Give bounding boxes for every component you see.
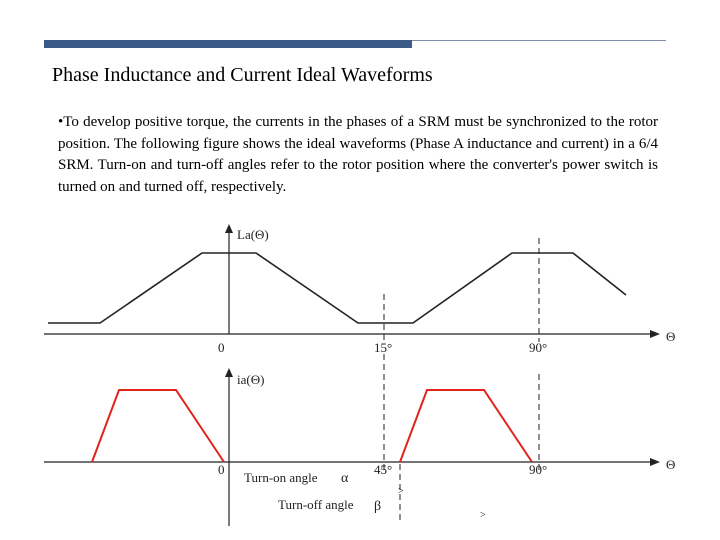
waveform-figure (44, 224, 676, 530)
bottom-tick-90: 90° (529, 462, 548, 477)
top-x-label: Θ (666, 329, 676, 344)
current-pulse-1 (92, 390, 224, 462)
top-tick-15: 15° (374, 340, 393, 355)
slide-title: Phase Inductance and Current Ideal Waveforms (52, 64, 433, 86)
turn-off-label: Turn-off angle (278, 497, 354, 512)
bottom-x-label: Θ (666, 457, 676, 472)
bottom-tick-45: 45° (374, 462, 393, 477)
top-tick-0: 0 (218, 340, 225, 355)
turn-off-marker: > (480, 510, 486, 521)
turn-on-marker: > (398, 486, 404, 497)
waveform-diagram (44, 224, 676, 530)
top-y-label: La(Θ) (237, 227, 269, 242)
bottom-y-label: ia(Θ) (237, 372, 265, 387)
slide-body-text: •To develop positive torque, the currents in the phases of a SRM must be synchronized to the rotor position. The following figure shows the ideal waveforms (Phase A inductance and current) in a 6/4 SRM. Turn-on and turn-off angles refer to the rotor position where the converter's power switch is turned on and turned off, respectively. (58, 114, 658, 195)
current-pulse-2 (400, 390, 532, 462)
turn-off-symbol: β (374, 499, 382, 514)
top-x-axis-arrow (650, 330, 660, 338)
top-tick-90: 90° (529, 340, 548, 355)
turn-on-symbol: α (341, 471, 349, 486)
top-y-axis-arrow (225, 224, 233, 233)
bottom-y-axis-arrow (225, 368, 233, 377)
turn-on-label: Turn-on angle (244, 470, 318, 485)
header-accent-bar (44, 40, 412, 48)
bottom-tick-0: 0 (218, 462, 225, 477)
bottom-x-axis-arrow (650, 458, 660, 466)
